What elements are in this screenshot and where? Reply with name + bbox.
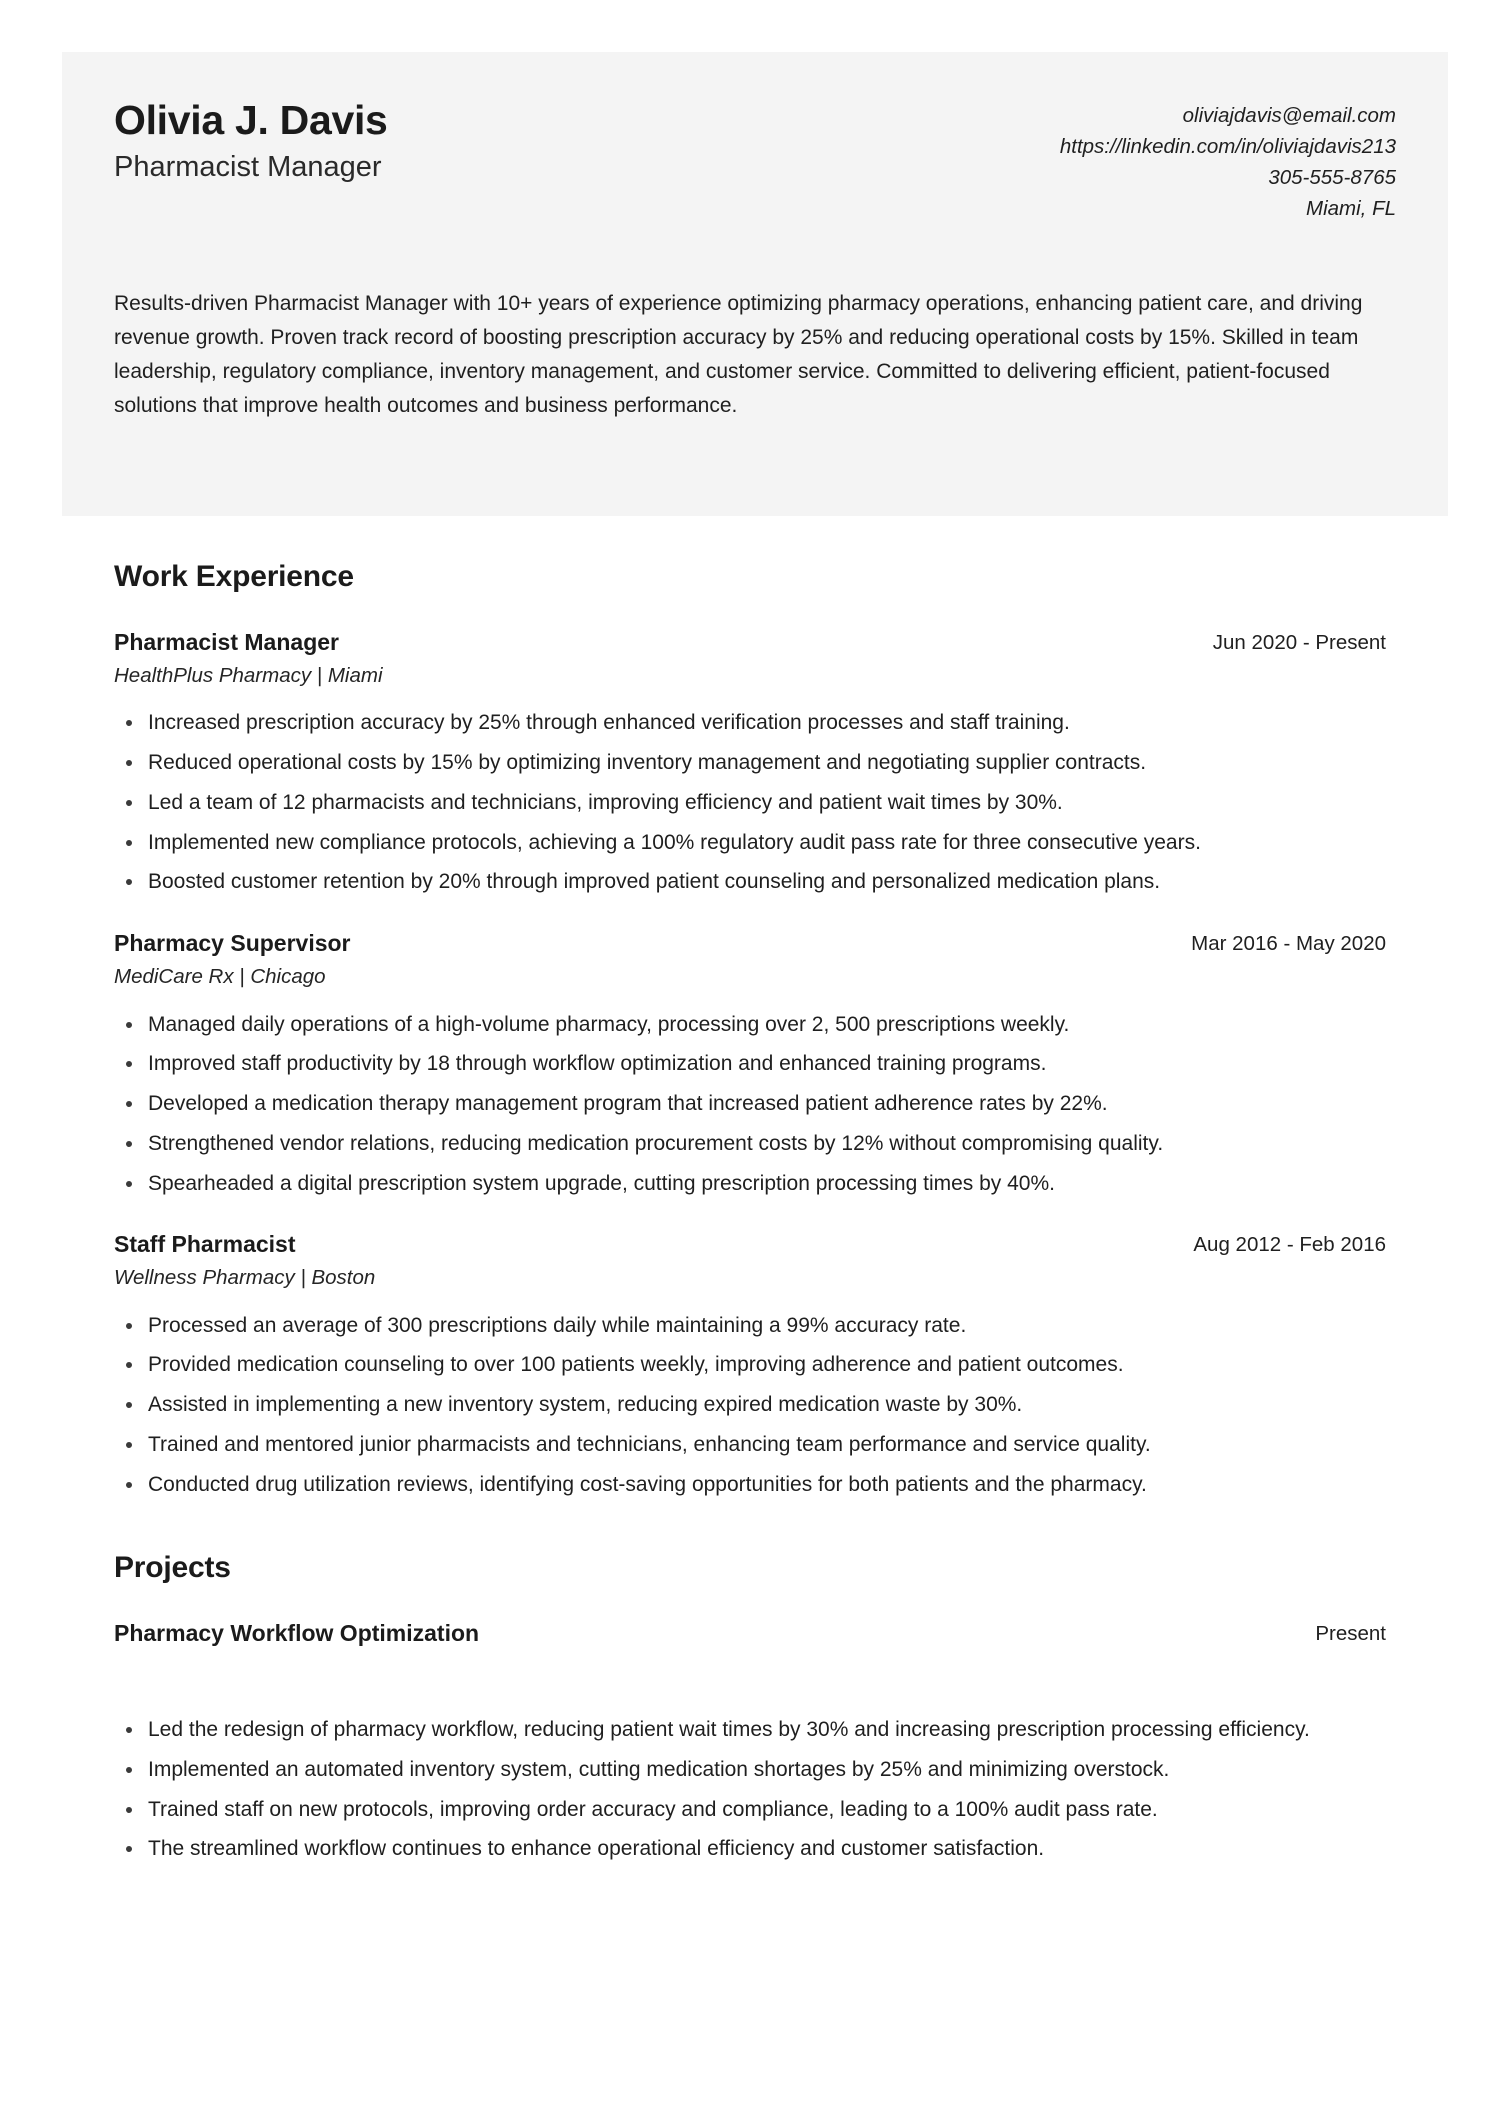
work-entry-bullets <box>114 707 1386 899</box>
bullet-item: Increased prescription accuracy by 25% through enhanced verification processes and staff training. <box>114 707 1386 740</box>
bullet-item: Trained and mentored junior pharmacists and technicians, enhancing team performance and service quality. <box>114 1429 1386 1462</box>
work-entry-organization: HealthPlus Pharmacy | Miami <box>114 663 383 687</box>
bullet-item: Implemented an automated inventory system, cutting medication shortages by 25% and minimizing overstock. <box>114 1754 1386 1787</box>
candidate-name: Olivia J. Davis <box>114 97 388 143</box>
bullet-item: Conducted drug utilization reviews, identifying cost-saving opportunities for both patients and the pharmacy. <box>114 1469 1386 1502</box>
work-entry <box>114 1230 1386 1501</box>
bullet-item: Managed daily operations of a high-volume pharmacy, processing over 2, 500 prescriptions weekly. <box>114 1009 1386 1042</box>
work-entry <box>114 929 1386 1200</box>
work-entry-role: Pharmacist Manager <box>114 629 339 655</box>
work-entry-dates: Jun 2020 - Present <box>1212 631 1386 654</box>
project-entry-head <box>114 1619 1386 1648</box>
bullet-item: Spearheaded a digital prescription system upgrade, cutting prescription processing times by 40%. <box>114 1168 1386 1201</box>
contact-block <box>1060 100 1396 225</box>
professional-summary: Results-driven Pharmacist Manager with 10+ years of experience optimizing pharmacy operations, enhancing patient care, and driving revenue growth. Proven track record of boosting prescription accuracy by 25% and reducing operational costs by 15%. Skilled in team leadership, regulatory compliance, inventory management, and customer service. Committed to delivering efficient, patient-focused solutions that improve health outcomes and business performance. <box>114 292 1363 418</box>
work-entry-head <box>114 628 1386 657</box>
contact-email[interactable]: oliviajdavis@email.com <box>1182 104 1396 127</box>
bullet-item: Strengthened vendor relations, reducing medication procurement costs by 12% without compromising quality. <box>114 1128 1386 1161</box>
project-entry <box>114 1619 1386 1866</box>
bullet-item: Implemented new compliance protocols, achieving a 100% regulatory audit pass rate for three consecutive years. <box>114 827 1386 860</box>
work-entry-organization: MediCare Rx | Chicago <box>114 964 326 988</box>
contact-linkedin[interactable]: https://linkedin.com/in/oliviajdavis213 <box>1059 135 1396 159</box>
resume-header-band <box>62 52 1448 516</box>
project-entry-bullets <box>114 1714 1386 1866</box>
work-entry-head <box>114 929 1386 958</box>
bullet-item: Provided medication counseling to over 100 patients weekly, improving adherence and patient outcomes. <box>114 1349 1386 1382</box>
bullet-item: Developed a medication therapy management program that increased patient adherence rates by 22%. <box>114 1088 1386 1121</box>
project-entry-name: Pharmacy Workflow Optimization <box>114 1620 480 1647</box>
bullet-item: Trained staff on new protocols, improving order accuracy and compliance, leading to a 100% audit pass rate. <box>114 1794 1386 1827</box>
work-entry-dates: Aug 2012 - Feb 2016 <box>1193 1233 1386 1257</box>
bullet-item: Led the redesign of pharmacy workflow, reducing patient wait times by 30% and increasing prescription processing efficiency. <box>114 1714 1386 1747</box>
work-entry-role: Staff Pharmacist <box>114 1231 296 1258</box>
work-entry-organization: Wellness Pharmacy | Boston <box>114 1266 376 1290</box>
candidate-job-title: Pharmacist Manager <box>114 151 382 184</box>
work-entry-role: Pharmacy Supervisor <box>114 930 351 957</box>
section-title-projects: Projects <box>114 1551 231 1585</box>
section-projects <box>114 1551 1386 1866</box>
bullet-item: The streamlined workflow continues to enhance operational efficiency and customer satisfaction. <box>114 1833 1386 1866</box>
project-entry-dates: Present <box>1315 1622 1386 1646</box>
section-work-experience <box>114 560 1386 1501</box>
work-entry-bullets <box>114 1009 1386 1201</box>
resume-body <box>114 560 1386 1896</box>
bullet-item: Boosted customer retention by 20% through improved patient counseling and personalized medication plans. <box>114 866 1386 899</box>
header-inner <box>62 52 1448 516</box>
identity-block <box>114 98 388 185</box>
bullet-item: Assisted in implementing a new inventory system, reducing expired medication waste by 30%. <box>114 1389 1386 1422</box>
bullet-item: Processed an average of 300 prescriptions daily while maintaining a 99% accuracy rate. <box>114 1310 1386 1343</box>
bullet-item: Led a team of 12 pharmacists and technicians, improving efficiency and patient wait times by 30%. <box>114 787 1386 820</box>
work-entry <box>114 628 1386 899</box>
bullet-item: Reduced operational costs by 15% by optimizing inventory management and negotiating supplier contracts. <box>114 747 1386 780</box>
bullet-item: Improved staff productivity by 18 through workflow optimization and enhanced training programs. <box>114 1048 1386 1081</box>
work-entry-head <box>114 1230 1386 1259</box>
section-title-work-experience: Work Experience <box>114 560 354 593</box>
work-entry-bullets <box>114 1310 1386 1502</box>
work-entry-dates: Mar 2016 - May 2020 <box>1191 932 1386 956</box>
contact-phone[interactable]: 305-555-8765 <box>1268 166 1396 190</box>
contact-location: Miami, FL <box>1306 197 1396 221</box>
